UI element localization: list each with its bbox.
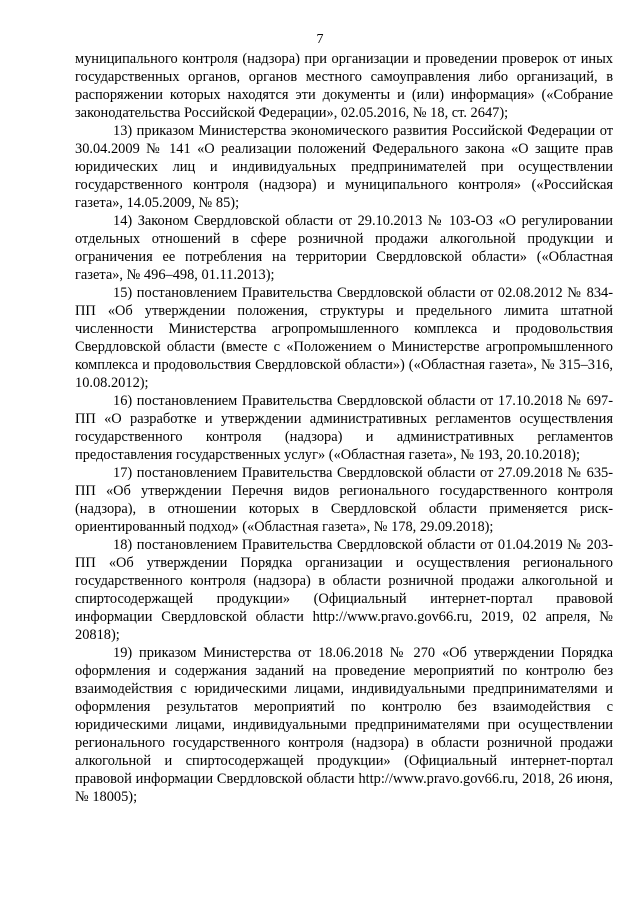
paragraph-continuation: муниципального контроля (надзора) при организации и проведении проверок от иных государственных органов, органов местного самоуправления либо организаций, в распоряжении которых находятся эти документы и (или) информация» («Собрание законодательства Российской Федерации», 02.05.2016, № 18, ст. 2647);: [75, 51, 613, 121]
paragraph-item-19: 19) приказом Министерства от 18.06.2018 № 270 «Об утверждении Порядка оформления и содержания заданий на проведение мероприятий по контролю без взаимодействия с юридическими лицами, индивидуальными предпринимателями и оформления результатов мероприятий по контролю без взаимодействия с юридическими лицами, индивидуальными предпринимателями при осуществлении регионального государственного контроля (надзора) в области розничной продажи алкогольной и спиртосодержащей продукции» (Официальный интернет-портал правовой информации Свердловской области http://www.pravo.gov66.ru, 2018, 26 июня, № 18005);: [75, 645, 613, 805]
paragraph-item-18: 18) постановлением Правительства Свердловской области от 01.04.2019 № 203-ПП «Об утверждении Порядка организации и осуществления регионального государственного контроля (надзора) в области розничной продажи алкогольной и спиртосодержащей продукции» (Официальный интернет-портал правовой информации Свердловской области http://www.pravo.gov66.ru, 2019, 02 апреля, № 20818);: [75, 537, 613, 643]
paragraph-item-17: 17) постановлением Правительства Свердловской области от 27.09.2018 № 635-ПП «Об утверждении Перечня видов регионального государственного контроля (надзора), в отношении которых в Свердловской области применяется риск-ориентированный подход» («Областная газета», № 178, 29.09.2018);: [75, 465, 613, 535]
page-number: 7: [316, 32, 324, 47]
document-body: [75, 50, 613, 806]
paragraph-item-16: 16) постановлением Правительства Свердловской области от 17.10.2018 № 697-ПП «О разработке и утверждении административных регламентов осуществления государственного контроля (надзора) и административных регламентов предоставления государственных услуг» («Областная газета», № 193, 20.10.2018);: [75, 393, 613, 463]
paragraph-item-15: 15) постановлением Правительства Свердловской области от 02.08.2012 № 834-ПП «Об утверждении положения, структуры и предельного лимита штатной численности Министерства агропромышленного комплекса и продовольствия Свердловской области (вместе с «Положением о Министерстве агропромышленного комплекса и продовольствия Свердловской области») («Областная газета», № 315–316, 10.08.2012);: [75, 285, 613, 391]
paragraph-item-13: 13) приказом Министерства экономического развития Российской Федерации от 30.04.2009 № 141 «О реализации положений Федерального закона «О защите прав юридических лиц и индивидуальных предпринимателей при осуществлении государственного контроля (надзора) и муниципального контроля» («Российская газета», 14.05.2009, № 85);: [75, 123, 613, 211]
paragraph-item-14: 14) Законом Свердловской области от 29.10.2013 № 103-ОЗ «О регулировании отдельных отношений в сфере розничной продажи алкогольной продукции и ограничения ее потребления на территории Свердловской области» («Областная газета», № 496–498, 01.11.2013);: [75, 213, 613, 283]
